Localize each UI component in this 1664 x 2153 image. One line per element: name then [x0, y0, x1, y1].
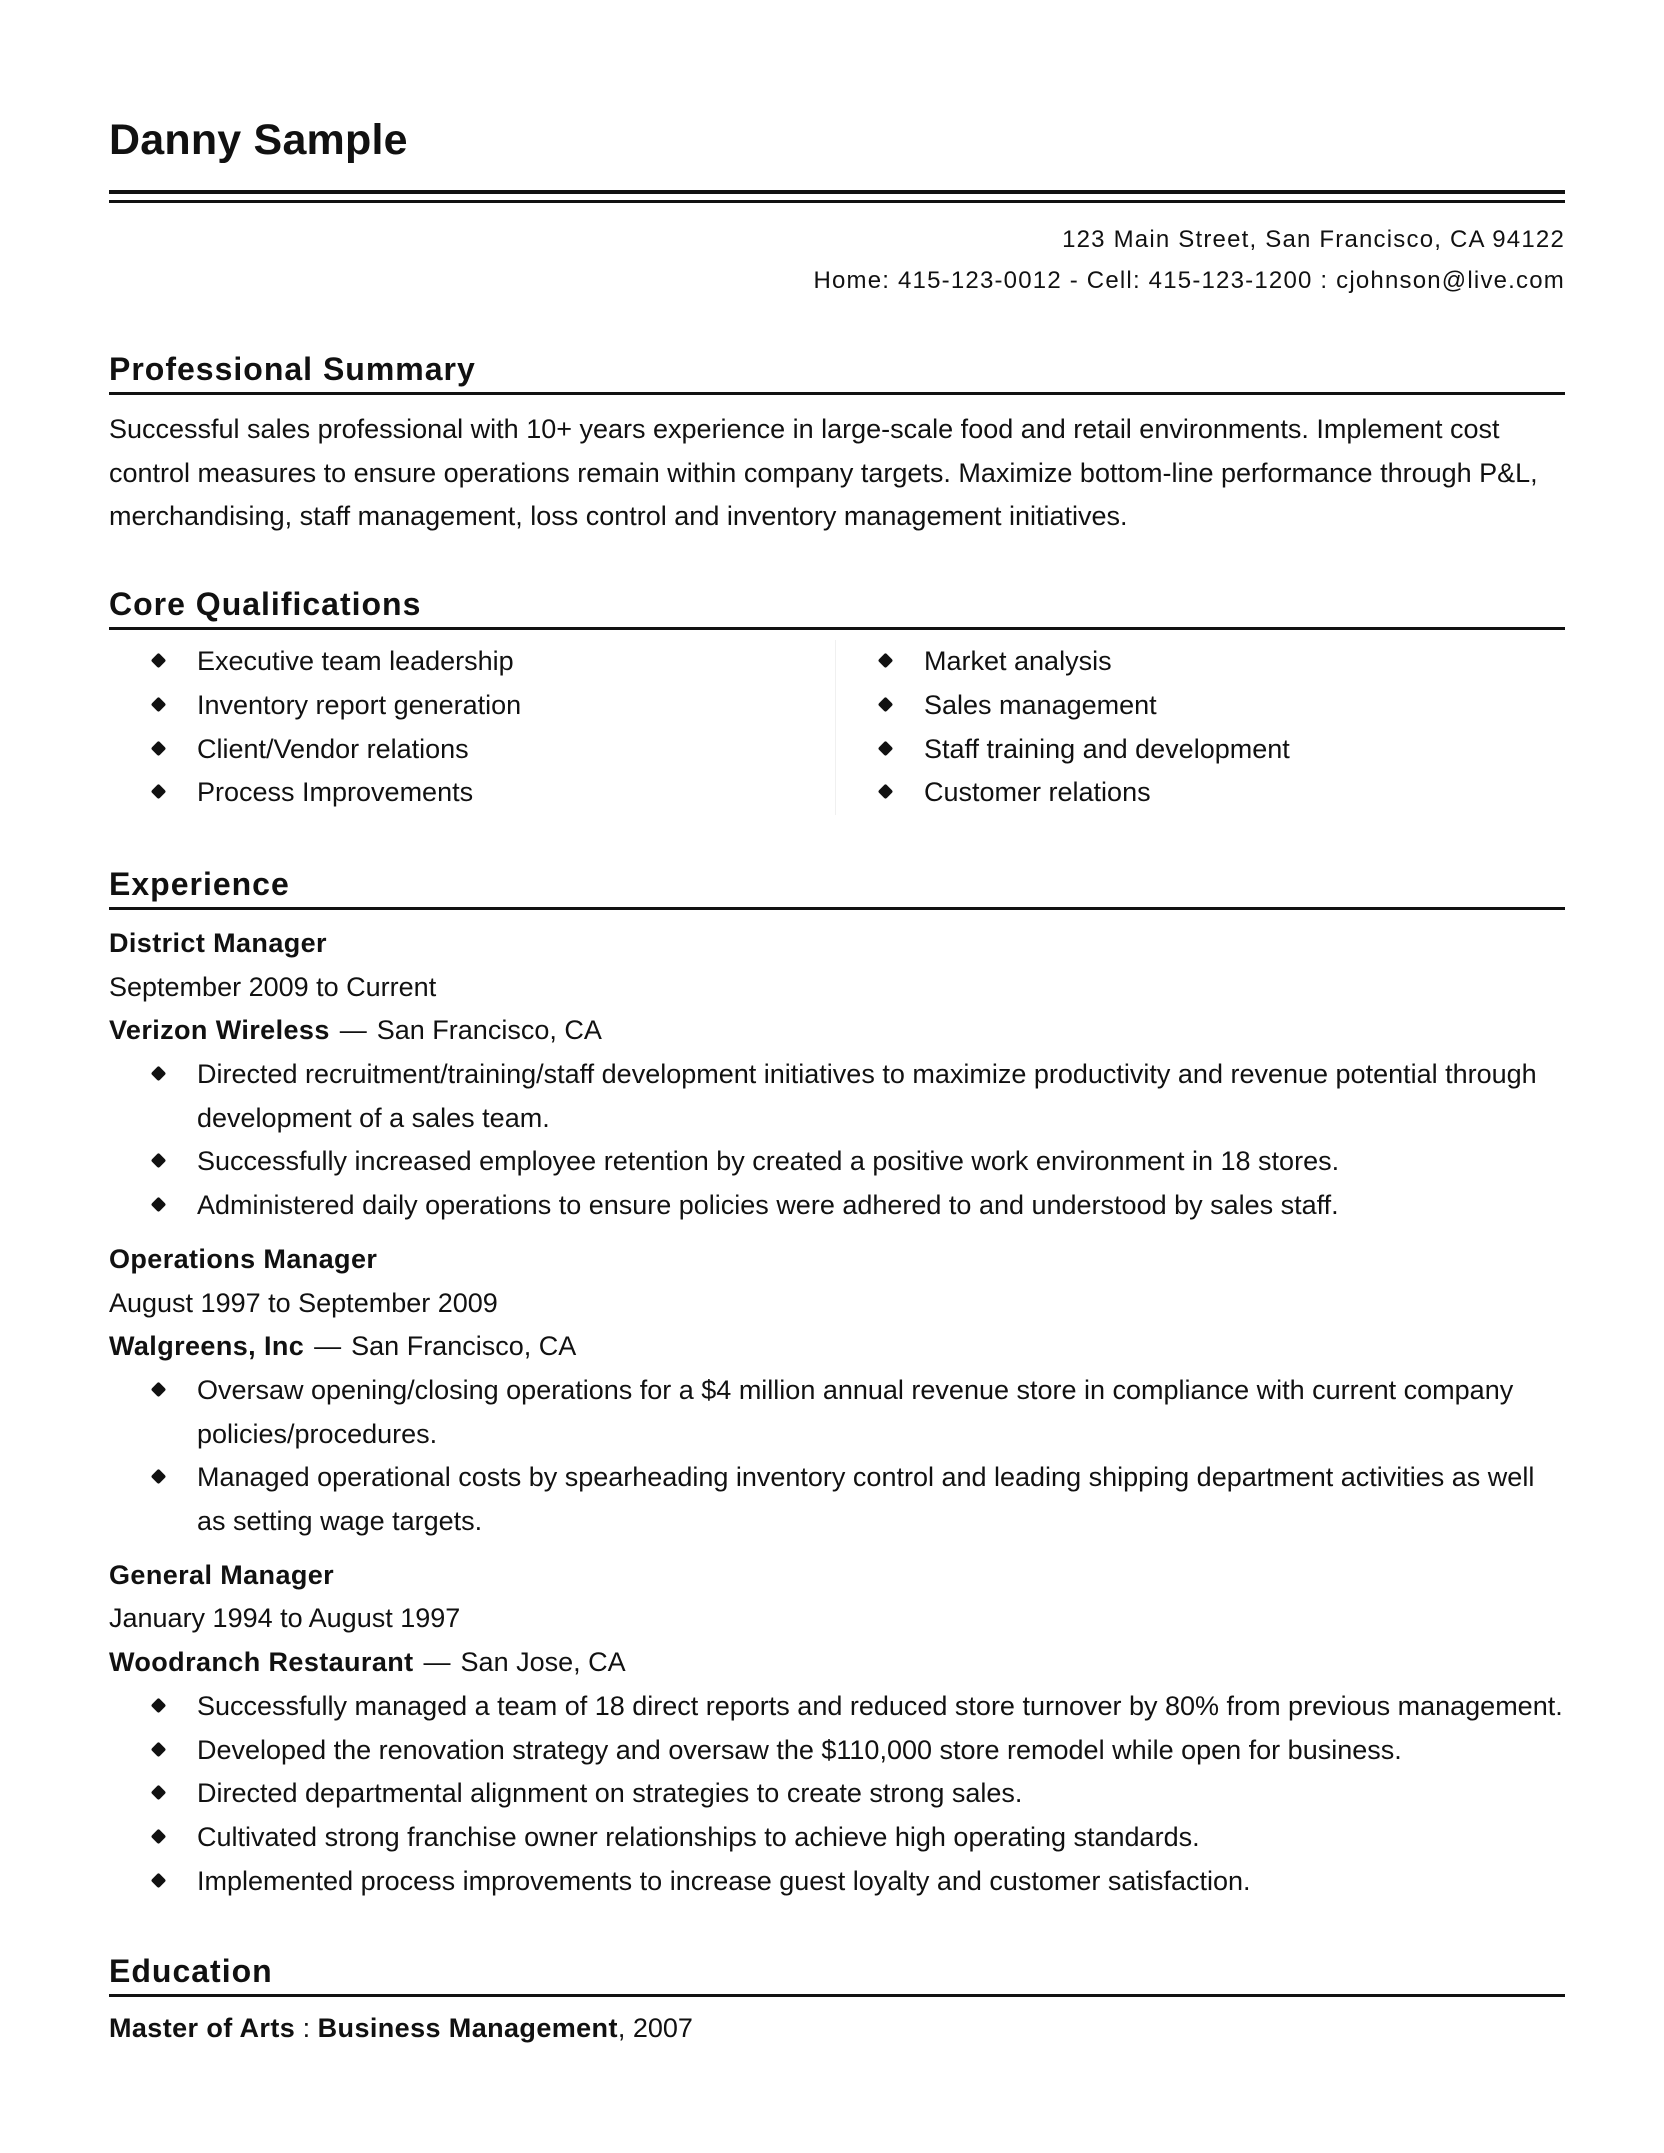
bullet-icon [878, 653, 894, 669]
bullet-icon [151, 740, 167, 756]
qualifications-left-column [109, 640, 836, 815]
contact-block [109, 219, 1565, 301]
list-item [109, 640, 835, 684]
bullet-icon [151, 1872, 167, 1888]
bullet-icon [878, 784, 894, 800]
list-item [836, 771, 1562, 815]
job-title: District Manager [109, 927, 327, 958]
list-item-text: Inventory report generation [197, 689, 522, 720]
bullet-icon [878, 740, 894, 756]
list-item-text: Market analysis [924, 646, 1112, 677]
bullet-icon [151, 1382, 167, 1398]
list-item-text: Staff training and development [924, 733, 1290, 764]
job-entry [109, 1554, 1565, 1904]
company-dash: — [314, 1331, 342, 1362]
company-location: San Jose, CA [460, 1647, 626, 1678]
resume-page [109, 112, 1565, 2051]
company-location: San Francisco, CA [351, 1331, 577, 1362]
list-item [109, 1685, 1565, 1729]
bullet-icon [151, 1197, 167, 1213]
company-name: Woodranch Restaurant [109, 1647, 414, 1678]
address-line: 123 Main Street, San Francisco, CA 94122 [1062, 226, 1565, 253]
company-dash: — [423, 1647, 451, 1678]
list-item-text: Managed operational costs by spearheading inventory control and leading shipping department activities as well as setting wage targets. [197, 1462, 1535, 1537]
bullet-icon [878, 697, 894, 713]
job-entry [109, 922, 1565, 1228]
qualifications-heading: Core Qualifications [109, 584, 1565, 630]
list-item [109, 771, 835, 815]
list-item-text: Process Improvements [197, 777, 474, 808]
list-item-text: Client/Vendor relations [197, 733, 469, 764]
list-item [109, 684, 835, 728]
job-entry [109, 1238, 1565, 1544]
list-item [109, 1369, 1565, 1456]
list-item-text: Implemented process improvements to increase guest loyalty and customer satisfaction. [197, 1865, 1251, 1896]
bullet-icon [151, 1698, 167, 1714]
job-duties [109, 1685, 1565, 1904]
candidate-name: Danny Sample [109, 116, 408, 164]
bullet-icon [151, 1469, 167, 1485]
job-company-line [109, 1325, 1565, 1369]
list-item-text: Sales management [924, 689, 1157, 720]
job-dates: August 1997 to September 2009 [109, 1287, 498, 1318]
job-company-line [109, 1009, 1565, 1053]
list-item [109, 1184, 1565, 1228]
list-item-text: Administered daily operations to ensure policies were adhered to and understood by sales staff. [197, 1190, 1339, 1221]
list-item [109, 728, 835, 772]
list-item [836, 728, 1562, 772]
list-item [109, 1053, 1565, 1140]
list-item-text: Customer relations [924, 777, 1151, 808]
experience-list [109, 922, 1565, 1903]
list-item-text: Successfully managed a team of 18 direct reports and reduced store turnover by 80% from previous management. [197, 1690, 1563, 1721]
list-item [836, 684, 1562, 728]
company-name: Verizon Wireless [109, 1015, 330, 1046]
list-item-text: Cultivated strong franchise owner relationships to achieve high operating standards. [197, 1821, 1200, 1852]
experience-heading: Experience [109, 864, 1565, 910]
education-heading: Education [109, 1951, 1565, 1997]
bullet-icon [151, 1785, 167, 1801]
job-duties [109, 1369, 1565, 1544]
bullet-icon [151, 1741, 167, 1757]
degree-field: Business Management [317, 2013, 618, 2044]
degree: Master of Arts [109, 2013, 296, 2044]
degree-year: , 2007 [617, 2013, 693, 2044]
qualifications-list [109, 640, 1565, 815]
phone-email-line: Home: 415-123-0012 - Cell: 415-123-1200 : cjohnson@live.com [813, 267, 1565, 294]
list-item-text: Executive team leadership [197, 646, 514, 677]
job-dates: September 2009 to Current [109, 971, 437, 1002]
degree-separator: : [295, 2013, 318, 2044]
list-item-text: Directed recruitment/training/staff development initiatives to maximize productivity and revenue potential through development of a sales team. [197, 1059, 1537, 1133]
list-item [109, 1140, 1565, 1184]
company-name: Walgreens, Inc [109, 1331, 305, 1362]
list-item [109, 1729, 1565, 1773]
company-location: San Francisco, CA [376, 1015, 602, 1046]
list-item-text: Developed the renovation strategy and oversaw the $110,000 store remodel while open for business. [197, 1734, 1402, 1765]
list-item [109, 1816, 1565, 1860]
job-title: General Manager [109, 1559, 335, 1590]
bullet-icon [151, 653, 167, 669]
job-duties [109, 1053, 1565, 1228]
job-company-line [109, 1641, 1565, 1685]
bullet-icon [151, 784, 167, 800]
job-dates: January 1994 to August 1997 [109, 1603, 461, 1634]
list-item-text: Oversaw opening/closing operations for a $4 million annual revenue store in compliance with current company policies/procedures. [197, 1374, 1514, 1449]
job-title: Operations Manager [109, 1243, 378, 1274]
list-item-text: Directed departmental alignment on strategies to create strong sales. [197, 1778, 1023, 1809]
summary-heading: Professional Summary [109, 349, 1565, 395]
company-dash: — [339, 1015, 367, 1046]
list-item-text: Successfully increased employee retention by created a positive work environment in 18 stores. [197, 1146, 1340, 1177]
bullet-icon [151, 1066, 167, 1082]
summary-text: Successful sales professional with 10+ years experience in large-scale food and retail environments. Implement cost control measures to ensure operations remain within company targets. Maximize bottom-line performance through P&L, merchandising, staff management, loss control and inventory management initiatives. [109, 414, 1538, 532]
list-item [109, 1456, 1565, 1543]
qualifications-right-column [836, 640, 1562, 815]
list-item [836, 640, 1562, 684]
bullet-icon [151, 1829, 167, 1845]
bullet-icon [151, 1153, 167, 1169]
list-item [109, 1860, 1565, 1904]
header-divider [109, 190, 1565, 203]
education-entry [109, 2007, 1565, 2051]
bullet-icon [151, 697, 167, 713]
list-item [109, 1772, 1565, 1816]
